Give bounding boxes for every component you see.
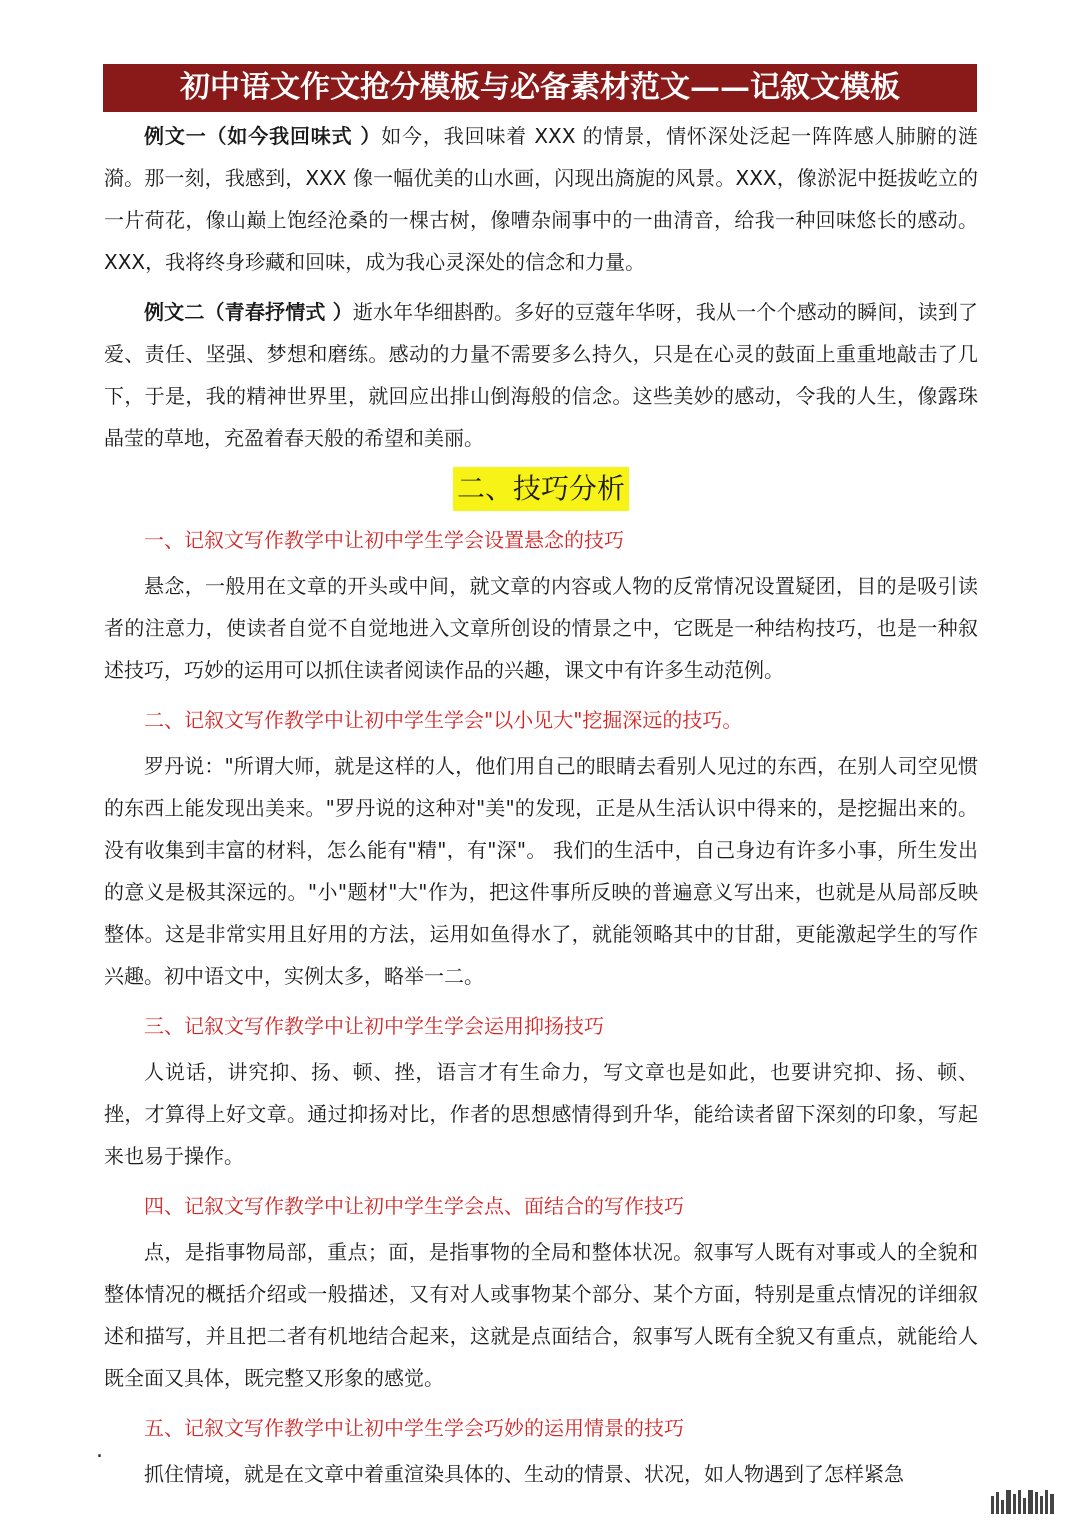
technique-text-5: 抓住情境，就是在文章中着重渲染具体的、生动的情景、状况，如人物遇到了怎样紧急 xyxy=(144,1462,904,1486)
example-paragraph-2 xyxy=(104,291,978,459)
example-text-2: 逝水年华细斟酌。多好的豆蔻年华呀，我从一个个感动的瞬间，读到了爱、责任、坚强、梦想和磨练。感动的力量不需要多么持久，只是在心灵的鼓面上重重地敲击了几下，于是，我的精神世界里，就回应出排山倒海般的信念。这些美妙的感动，令我的人生，像露珠晶莹的草地，充盈着春天般的希望和美丽。 xyxy=(104,300,979,450)
example-paragraph-1 xyxy=(104,115,978,283)
technique-heading-2: 二、记叙文写作教学中让初中学生学会"以小见大"挖掘深远的技巧。 xyxy=(144,708,743,732)
technique-text-4: 点，是指事物局部，重点；面，是指事物的全局和整体状况。叙事写人既有对事或人的全貌和整体情况的概括介绍或一般描述，又有对人或事物某个部分、某个方面，特别是重点情况的详细叙述和描写，并且把二者有机地结合起来，这就是点面结合，叙事写人既有全貌又有重点，就能给人既全面又具体，既完整又形象的感觉。 xyxy=(104,1240,978,1390)
example-text-1: 如今，我回味着 XXX 的情景，情怀深处泛起一阵阵感人肺腑的涟漪。那一刻，我感到，XXX 像一幅优美的山水画，闪现出旖旎的风景。XXX，像淤泥中挺拔屹立的一片荷花，像山巅上饱经沧桑的一棵古树，像嘈杂闹事中的一曲清音，给我一种回味悠长的感动。XXX，我将终身珍藏和回味，成为我心灵深处的信念和力量。 xyxy=(104,124,978,274)
example-lead-1: 例文一（如今我回味式 ） xyxy=(144,124,382,148)
barcode-watermark-icon xyxy=(991,1488,1054,1514)
document-body xyxy=(104,115,978,1503)
technique-text-1: 悬念，一般用在文章的开头或中间，就文章的内容或人物的反常情况设置疑团，目的是吸引读者的注意力，使读者自觉不自觉地进入文章所创设的情景之中，它既是一种结构技巧，也是一种叙述技巧，巧妙的运用可以抓住读者阅读作品的兴趣，课文中有许多生动范例。 xyxy=(104,574,978,682)
section-title: 二、技巧分析 xyxy=(453,467,629,511)
technique-heading-3: 三、记叙文写作教学中让初中学生学会运用抑扬技巧 xyxy=(144,1014,604,1038)
technique-text-3: 人说话，讲究抑、扬、顿、挫，语言才有生命力，写文章也是如此，也要讲究抑、扬、顿、挫，才算得上好文章。通过抑扬对比，作者的思想感情得到升华，能给读者留下深刻的印象，写起来也易于操作。 xyxy=(104,1060,978,1168)
document-title: 初中语文作文抢分模板与必备素材范文——记叙文模板 xyxy=(103,64,977,112)
technique-heading-4: 四、记叙文写作教学中让初中学生学会点、面结合的写作技巧 xyxy=(144,1194,684,1218)
technique-text-2: 罗丹说："所谓大师，就是这样的人，他们用自己的眼睛去看别人见过的东西，在别人司空见惯的东西上能发现出美来。"罗丹说的这种对"美"的发现，正是从生活认识中得来的，是挖掘出来的。没有收集到丰富的材料，怎么能有"精"，有"深"。 我们的生活中，自己身边有许多小事，所生发出的意义是极其深远的。"小"题材"大"作为，把这件事所反映的普遍意义写出来，也就是从局部反映整体。这是非常实用且好用的方法，运用如鱼得水了，就能领略其中的甘甜，更能激起学生的写作兴趣。初中语文中，实例太多，略举一二。 xyxy=(104,754,978,988)
technique-heading-5: 五、记叙文写作教学中让初中学生学会巧妙的运用情景的技巧 xyxy=(144,1416,684,1440)
technique-heading-1: 一、记叙文写作教学中让初中学生学会设置悬念的技巧 xyxy=(144,528,624,552)
trailing-mark: . xyxy=(96,1438,103,1463)
example-lead-2: 例文二（青春抒情式 ） xyxy=(144,300,353,324)
section-heading-wrap xyxy=(104,467,978,511)
